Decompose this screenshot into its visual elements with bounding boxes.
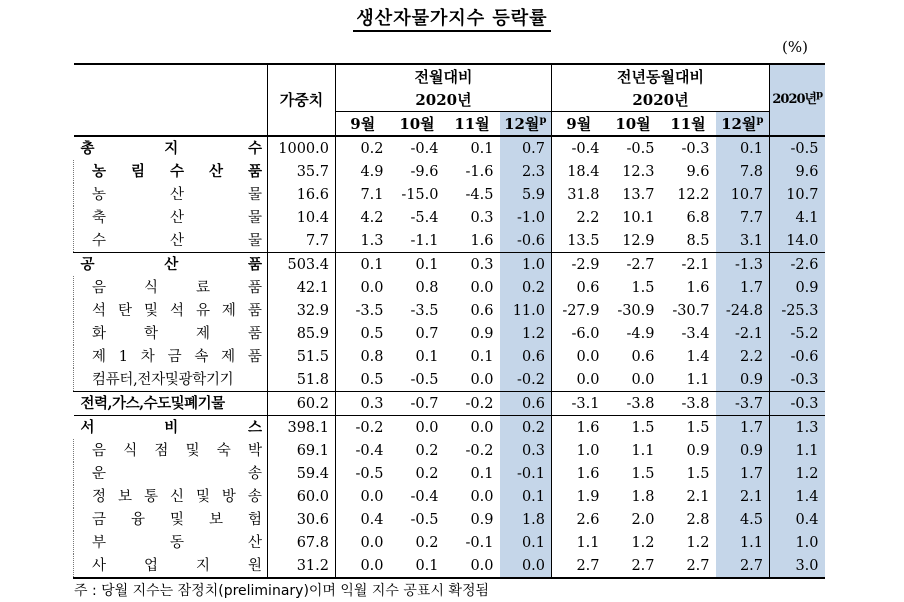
yoy-cell: -4.9 [626,325,655,342]
annual-cell: -0.3 [770,392,825,416]
yoy-cell: 2.6 [576,511,600,528]
mom-cell: 0.7 [415,325,439,342]
mom-cell: 0.3 [500,439,552,462]
yoy-cell: 1.4 [686,348,710,365]
yoy-cell: 0.0 [631,371,655,388]
mom-cell: 0.0 [470,371,494,388]
yoy-cell: 12.3 [622,163,655,180]
table-row [74,485,825,508]
mom-cell: 0.1 [500,531,552,554]
mom-month-10: 10월 [399,114,435,133]
mom-cell: -0.5 [410,511,439,528]
mom-cell: -0.2 [465,442,494,459]
annual-cell: -5.2 [770,322,825,345]
annual-cell: 1.1 [770,439,825,462]
yoy-cell: -3.1 [571,395,600,412]
yoy-cell: -24.8 [716,299,770,322]
yoy-cell: 1.1 [686,371,710,388]
mom-cell: 0.0 [360,557,384,574]
yoy-cell: 1.0 [576,442,600,459]
annual-cell: -0.6 [770,345,825,368]
weight-cell: 398.1 [268,416,336,440]
mom-cell: 11.0 [500,299,552,322]
row-label: 화 학 제 품 [74,322,268,345]
table-row [74,345,825,368]
mom-cell: 0.1 [415,348,439,365]
yoy-cell: 7.8 [716,160,770,183]
annual-cell: 9.6 [770,160,825,183]
mom-cell: 0.2 [500,276,552,299]
yoy-cell: -0.4 [571,140,600,157]
mom-cell: 0.6 [500,392,552,416]
mom-cell: 0.9 [470,325,494,342]
mom-cell: 0.9 [470,511,494,528]
yoy-cell: 1.1 [631,442,655,459]
mom-cell: 2.3 [500,160,552,183]
yoy-cell: 2.1 [716,485,770,508]
table-row [74,136,825,160]
mom-cell: 0.1 [360,256,384,273]
yoy-cell: -2.1 [681,256,710,273]
mom-cell: 0.0 [470,488,494,505]
yoy-cell: 0.9 [716,439,770,462]
mom-cell: 0.1 [470,465,494,482]
yoy-cell: 0.9 [716,368,770,392]
mom-cell: 1.3 [360,232,384,249]
mom-cell: 4.2 [360,209,384,226]
row-label: 제 1 차 금 속 제 품 [74,345,268,368]
weight-cell: 59.4 [268,462,336,485]
mom-cell: 1.8 [500,508,552,531]
yoy-cell: 18.4 [567,163,600,180]
mom-cell: 0.0 [470,419,494,436]
weight-cell: 31.2 [268,554,336,578]
yoy-cell: 1.7 [716,462,770,485]
weight-cell: 10.4 [268,206,336,229]
yoy-cell: -2.1 [716,322,770,345]
yoy-cell: 3.1 [716,229,770,253]
yoy-cell: 12.2 [677,186,710,203]
weight-cell: 51.5 [268,345,336,368]
mom-cell: 0.5 [360,371,384,388]
mom-cell: 0.0 [500,554,552,578]
yoy-cell: 2.2 [716,345,770,368]
unit-label: (%) [782,38,808,56]
mom-month-11: 11월 [454,114,490,133]
row-label: 운 송 [74,462,268,485]
yoy-cell: 6.8 [686,209,710,226]
row-label: 컴퓨터,전자및광학기기 [74,368,268,392]
weight-cell: 30.6 [268,508,336,531]
yoy-cell: 1.2 [686,534,710,551]
yoy-cell: 0.6 [576,279,600,296]
mom-cell: 0.0 [360,534,384,551]
yoy-cell: 1.6 [576,465,600,482]
yoy-header: 전년동월대비 [552,64,770,88]
yoy-cell: 0.0 [576,371,600,388]
mom-cell: -3.5 [355,302,384,319]
mom-cell: 0.8 [360,348,384,365]
table-body [74,136,825,578]
annual-header: 2020년$^p$ [770,64,825,136]
page-title: 생산자물가지수 등락률 [0,4,904,30]
annual-cell: 14.0 [770,229,825,253]
weight-cell: 35.7 [268,160,336,183]
mom-cell: 1.2 [500,322,552,345]
weight-cell: 503.4 [268,253,336,277]
row-label: 사 업 지 원 [74,554,268,578]
yoy-cell: -3.7 [716,392,770,416]
yoy-cell: -30.9 [617,302,655,319]
yoy-cell: 9.6 [686,163,710,180]
row-label: 석 탄 및 석 유 제 품 [74,299,268,322]
weight-cell: 69.1 [268,439,336,462]
mom-cell: -0.5 [410,371,439,388]
row-label: 서 비 스 [74,416,268,440]
yoy-cell: 1.5 [631,279,655,296]
mom-cell: 0.2 [360,140,384,157]
yoy-cell: 2.7 [576,557,600,574]
mom-cell: 0.4 [360,511,384,528]
yoy-cell: -2.9 [571,256,600,273]
mom-year: 2020년 [336,88,552,112]
row-label: 농 산 물 [74,183,268,206]
mom-cell: -0.1 [500,462,552,485]
yoy-month-11: 11월 [670,114,706,133]
mom-cell: 0.1 [415,557,439,574]
yoy-cell: 8.5 [686,232,710,249]
yoy-cell: 2.2 [576,209,600,226]
yoy-cell: 4.5 [716,508,770,531]
annual-cell: 0.4 [770,508,825,531]
yoy-month-10: 10월 [615,114,651,133]
mom-cell: -4.5 [465,186,494,203]
mom-cell: 1.0 [500,253,552,277]
weight-cell: 32.9 [268,299,336,322]
annual-cell: -2.6 [770,253,825,277]
row-label: 음 식 점 및 숙 박 [74,439,268,462]
weight-cell: 60.0 [268,485,336,508]
yoy-year: 2020년 [552,88,770,112]
yoy-cell: 1.2 [631,534,655,551]
mom-cell: 0.6 [500,345,552,368]
table-row [74,322,825,345]
mom-cell: -0.7 [410,395,439,412]
row-label: 금 융 및 보 험 [74,508,268,531]
yoy-cell: 0.0 [576,348,600,365]
yoy-cell: 1.5 [631,419,655,436]
yoy-cell: 2.7 [686,557,710,574]
row-label: 전력,가스,수도및폐기물 [74,392,268,416]
mom-month-9: 9월 [350,114,376,133]
row-label: 축 산 물 [74,206,268,229]
ppi-table [73,63,825,579]
yoy-cell: 1.6 [686,279,710,296]
yoy-cell: 1.7 [716,276,770,299]
yoy-cell: 2.8 [686,511,710,528]
table-row [74,368,825,392]
mom-cell: -0.2 [355,419,384,436]
table-row [74,229,825,253]
mom-cell: -0.6 [500,229,552,253]
yoy-cell: 2.7 [716,554,770,578]
table-row [74,462,825,485]
mom-cell: 0.5 [360,325,384,342]
row-label: 농 림 수 산 품 [74,160,268,183]
mom-cell: -1.6 [465,163,494,180]
mom-cell: 0.0 [470,557,494,574]
weight-header: 가중치 [268,64,336,136]
yoy-cell: 1.5 [686,419,710,436]
yoy-cell: 1.1 [716,531,770,554]
yoy-cell: 7.7 [716,206,770,229]
mom-cell: 0.1 [500,485,552,508]
yoy-cell: -0.5 [626,140,655,157]
yoy-cell: -3.4 [681,325,710,342]
mom-cell: 0.3 [470,256,494,273]
yoy-cell: 0.6 [631,348,655,365]
annual-cell: 1.3 [770,416,825,440]
mom-header: 전월대비 [336,64,552,88]
mom-cell: 0.2 [415,442,439,459]
yoy-cell: 1.6 [576,419,600,436]
weight-cell: 85.9 [268,322,336,345]
mom-cell: 0.3 [470,209,494,226]
mom-cell: -1.1 [410,232,439,249]
table-row [74,253,825,277]
mom-cell: -15.0 [401,186,439,203]
yoy-cell: 0.1 [716,136,770,160]
yoy-cell: 0.9 [686,442,710,459]
annual-cell: 3.0 [770,554,825,578]
yoy-cell: -1.3 [716,253,770,277]
yoy-cell: -27.9 [562,302,600,319]
yoy-cell: 2.1 [686,488,710,505]
weight-cell: 7.7 [268,229,336,253]
table-row [74,206,825,229]
mom-cell: 0.7 [500,136,552,160]
mom-month-12: 12월$^p$ [500,112,552,137]
table-row [74,183,825,206]
mom-cell: -0.4 [355,442,384,459]
yoy-cell: 2.7 [631,557,655,574]
mom-cell: 0.1 [470,140,494,157]
mom-cell: 0.0 [360,279,384,296]
annual-cell: -0.3 [770,368,825,392]
annual-cell: 0.9 [770,276,825,299]
table-row [74,508,825,531]
mom-cell: 1.6 [470,232,494,249]
mom-cell: -0.2 [465,395,494,412]
weight-cell: 42.1 [268,276,336,299]
table-row [74,299,825,322]
mom-cell: 0.8 [415,279,439,296]
yoy-cell: -6.0 [571,325,600,342]
yoy-cell: 13.5 [567,232,600,249]
mom-cell: -0.4 [410,488,439,505]
mom-cell: 0.0 [415,419,439,436]
mom-cell: -0.1 [465,534,494,551]
row-label: 총 지 수 [74,136,268,160]
mom-cell: 0.1 [415,256,439,273]
yoy-cell: 31.8 [567,186,600,203]
annual-cell: -0.5 [770,136,825,160]
table-row [74,531,825,554]
weight-cell: 1000.0 [268,136,336,160]
mom-cell: 0.2 [500,416,552,440]
mom-cell: -5.4 [410,209,439,226]
mom-cell: 0.6 [470,302,494,319]
annual-cell: 10.7 [770,183,825,206]
mom-cell: 7.1 [360,186,384,203]
yoy-cell: 2.0 [631,511,655,528]
footnote: 주 : 당월 지수는 잠정치(preliminary)이며 익월 지수 공표시 확정됨 [74,583,489,599]
yoy-cell: -30.7 [672,302,710,319]
row-label: 부 동 산 [74,531,268,554]
yoy-cell: -0.3 [681,140,710,157]
table-row [74,392,825,416]
yoy-cell: 1.8 [631,488,655,505]
table-row [74,554,825,578]
mom-cell: -9.6 [410,163,439,180]
annual-cell: -25.3 [770,299,825,322]
yoy-cell: 10.7 [716,183,770,206]
yoy-cell: 10.1 [622,209,655,226]
yoy-cell: -3.8 [626,395,655,412]
yoy-cell: 1.5 [686,465,710,482]
yoy-cell: -3.8 [681,395,710,412]
weight-cell: 16.6 [268,183,336,206]
row-label: 음 식 료 품 [74,276,268,299]
mom-cell: 0.2 [415,534,439,551]
annual-cell: 4.1 [770,206,825,229]
weight-cell: 67.8 [268,531,336,554]
mom-cell: -0.2 [500,368,552,392]
table-row [74,276,825,299]
yoy-month-9: 9월 [566,114,592,133]
mom-cell: -0.5 [355,465,384,482]
row-label: 공 산 품 [74,253,268,277]
mom-cell: 0.3 [360,395,384,412]
yoy-cell: 1.1 [576,534,600,551]
yoy-cell: 1.5 [631,465,655,482]
yoy-cell: 1.9 [576,488,600,505]
weight-cell: 60.2 [268,392,336,416]
yoy-cell: 13.7 [622,186,655,203]
table-row [74,439,825,462]
table-row [74,160,825,183]
mom-cell: 0.1 [470,348,494,365]
annual-cell: 1.2 [770,462,825,485]
annual-cell: 1.0 [770,531,825,554]
mom-cell: 0.2 [415,465,439,482]
annual-cell: 1.4 [770,485,825,508]
weight-cell: 51.8 [268,368,336,392]
mom-cell: 0.0 [360,488,384,505]
mom-cell: -0.4 [410,140,439,157]
mom-cell: -1.0 [500,206,552,229]
yoy-cell: 12.9 [622,232,655,249]
yoy-cell: -2.7 [626,256,655,273]
yoy-cell: 1.7 [716,416,770,440]
table-row [74,416,825,440]
row-label: 정 보 통 신 및 방 송 [74,485,268,508]
mom-cell: 0.0 [470,279,494,296]
mom-cell: 5.9 [500,183,552,206]
row-label: 수 산 물 [74,229,268,253]
mom-cell: 4.9 [360,163,384,180]
mom-cell: -3.5 [410,302,439,319]
yoy-month-12: 12월$^p$ [716,112,770,137]
